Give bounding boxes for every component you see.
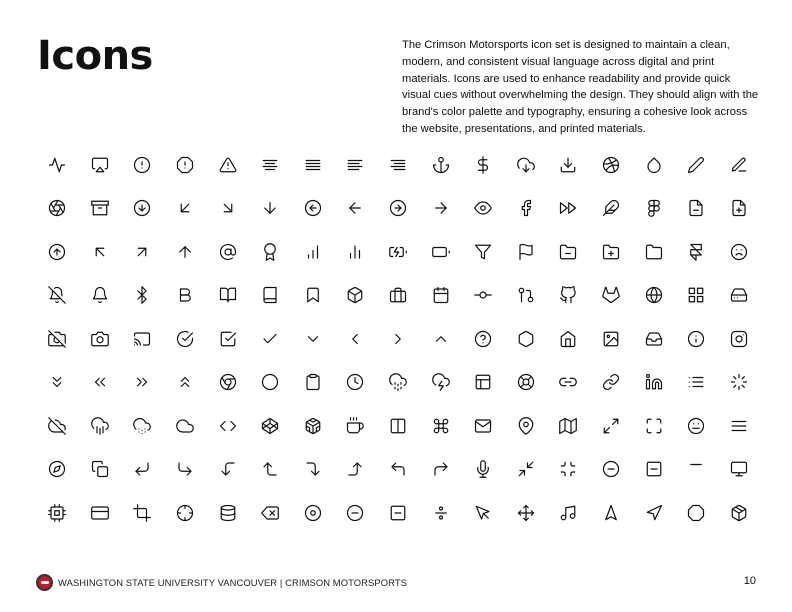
globe-icon bbox=[632, 274, 675, 318]
chevron-up-icon bbox=[419, 317, 462, 361]
meh-icon bbox=[675, 404, 718, 448]
aperture-icon bbox=[36, 187, 79, 231]
minus-circle-icon bbox=[334, 491, 377, 535]
calendar-icon bbox=[419, 274, 462, 318]
hexagon-icon bbox=[505, 317, 548, 361]
bar-chart-icon bbox=[292, 230, 335, 274]
droplet-icon bbox=[632, 143, 675, 187]
navigation-2-icon bbox=[590, 491, 633, 535]
link-icon bbox=[590, 361, 633, 405]
navigation-icon bbox=[632, 491, 675, 535]
arrow-right-circle-icon bbox=[377, 187, 420, 231]
instagram-icon bbox=[718, 317, 761, 361]
chrome-icon bbox=[206, 361, 249, 405]
git-pull-request-icon bbox=[505, 274, 548, 318]
arrow-up-left-icon bbox=[79, 230, 122, 274]
bar-chart-2-icon bbox=[334, 230, 377, 274]
alert-triangle-icon bbox=[206, 143, 249, 187]
eye-icon bbox=[462, 187, 505, 231]
feather-icon bbox=[590, 187, 633, 231]
command-icon bbox=[419, 404, 462, 448]
cloud-off-icon bbox=[36, 404, 79, 448]
box-icon bbox=[334, 274, 377, 318]
briefcase-icon bbox=[377, 274, 420, 318]
folder-minus-icon bbox=[547, 230, 590, 274]
corner-down-right-icon bbox=[164, 448, 207, 492]
edit-2-icon bbox=[675, 143, 718, 187]
move-icon bbox=[505, 491, 548, 535]
music-icon bbox=[547, 491, 590, 535]
hard-drive-icon bbox=[718, 274, 761, 318]
map-pin-icon bbox=[505, 404, 548, 448]
chevrons-up-icon bbox=[164, 361, 207, 405]
columns-icon bbox=[377, 404, 420, 448]
map-icon bbox=[547, 404, 590, 448]
arrow-down-right-icon bbox=[206, 187, 249, 231]
minus-circle-icon bbox=[590, 448, 633, 492]
figma-icon bbox=[632, 187, 675, 231]
minus-square-icon bbox=[377, 491, 420, 535]
cloud-lightning-icon bbox=[419, 361, 462, 405]
fast-forward-icon bbox=[547, 187, 590, 231]
help-circle-icon bbox=[462, 317, 505, 361]
airplay-icon bbox=[79, 143, 122, 187]
list-icon bbox=[675, 361, 718, 405]
linkedin-icon bbox=[632, 361, 675, 405]
facebook-icon bbox=[505, 187, 548, 231]
octagon-icon bbox=[675, 491, 718, 535]
arrow-down-left-icon bbox=[164, 187, 207, 231]
flag-icon bbox=[505, 230, 548, 274]
chevron-right-icon bbox=[377, 317, 420, 361]
copy-icon bbox=[79, 448, 122, 492]
cast-icon bbox=[121, 317, 164, 361]
arrow-down-icon bbox=[249, 187, 292, 231]
battery-charging-icon bbox=[377, 230, 420, 274]
icon-grid bbox=[36, 143, 760, 535]
database-icon bbox=[206, 491, 249, 535]
inbox-icon bbox=[632, 317, 675, 361]
disc-icon bbox=[292, 491, 335, 535]
chevrons-left-icon bbox=[79, 361, 122, 405]
edit-3-icon bbox=[718, 143, 761, 187]
bluetooth-icon bbox=[121, 274, 164, 318]
loader-icon bbox=[718, 361, 761, 405]
check-square-icon bbox=[206, 317, 249, 361]
minimize-2-icon bbox=[505, 448, 548, 492]
link-2-icon bbox=[547, 361, 590, 405]
arrow-up-icon bbox=[164, 230, 207, 274]
intro-paragraph: The Crimson Motorsports icon set is designed to maintain a clean, modern, and consistent visual language across digital and print materials. Icons are used to enhance readability and provide quick visual cues without overwhelming the design. They should align with the brand's color palette and typography, ensuring a cohesive look across the website, presentations, and printed materials. bbox=[402, 39, 759, 135]
archive-icon bbox=[79, 187, 122, 231]
grid-icon bbox=[675, 274, 718, 318]
mic-icon bbox=[462, 448, 505, 492]
book-open-icon bbox=[206, 274, 249, 318]
gitlab-icon bbox=[590, 274, 633, 318]
activity-icon bbox=[36, 143, 79, 187]
minus-icon bbox=[675, 448, 718, 492]
at-sign-icon bbox=[206, 230, 249, 274]
corner-left-down-icon bbox=[206, 448, 249, 492]
cloud-drizzle-icon bbox=[377, 361, 420, 405]
life-buoy-icon bbox=[505, 361, 548, 405]
corner-right-up-icon bbox=[334, 448, 377, 492]
anchor-icon bbox=[419, 143, 462, 187]
chevron-down-icon bbox=[292, 317, 335, 361]
mail-icon bbox=[462, 404, 505, 448]
arrow-down-circle-icon bbox=[121, 187, 164, 231]
arrow-up-right-icon bbox=[121, 230, 164, 274]
code-icon bbox=[206, 404, 249, 448]
divide-icon bbox=[419, 491, 462, 535]
maximize-icon bbox=[632, 404, 675, 448]
corner-left-up-icon bbox=[249, 448, 292, 492]
dribbble-icon bbox=[590, 143, 633, 187]
corner-up-right-icon bbox=[419, 448, 462, 492]
chevrons-right-icon bbox=[121, 361, 164, 405]
folder-icon bbox=[632, 230, 675, 274]
circle-icon bbox=[249, 361, 292, 405]
cloud-rain-icon bbox=[79, 404, 122, 448]
download-icon bbox=[547, 143, 590, 187]
crop-icon bbox=[121, 491, 164, 535]
delete-icon bbox=[249, 491, 292, 535]
check-icon bbox=[249, 317, 292, 361]
image-icon bbox=[590, 317, 633, 361]
arrow-right-icon bbox=[419, 187, 462, 231]
mouse-pointer-icon bbox=[462, 491, 505, 535]
info-icon bbox=[675, 317, 718, 361]
cloud-icon bbox=[164, 404, 207, 448]
alert-octagon-icon bbox=[164, 143, 207, 187]
github-icon bbox=[547, 274, 590, 318]
codesandbox-icon bbox=[292, 404, 335, 448]
chevron-left-icon bbox=[334, 317, 377, 361]
camera-icon bbox=[79, 317, 122, 361]
award-icon bbox=[249, 230, 292, 274]
corner-right-down-icon bbox=[292, 448, 335, 492]
camera-off-icon bbox=[36, 317, 79, 361]
page-number: 10 bbox=[743, 575, 756, 587]
minimize-icon bbox=[547, 448, 590, 492]
minus-square-icon bbox=[632, 448, 675, 492]
clipboard-icon bbox=[292, 361, 335, 405]
page-title: Icons bbox=[37, 33, 153, 79]
menu-icon bbox=[718, 404, 761, 448]
alert-circle-icon bbox=[121, 143, 164, 187]
credit-card-icon bbox=[79, 491, 122, 535]
align-left-icon bbox=[334, 143, 377, 187]
bold-icon bbox=[164, 274, 207, 318]
download-cloud-icon bbox=[505, 143, 548, 187]
compass-icon bbox=[36, 448, 79, 492]
chevrons-down-icon bbox=[36, 361, 79, 405]
corner-down-left-icon bbox=[121, 448, 164, 492]
layout-icon bbox=[462, 361, 505, 405]
cpu-icon bbox=[36, 491, 79, 535]
align-right-icon bbox=[377, 143, 420, 187]
cloud-snow-icon bbox=[121, 404, 164, 448]
dollar-sign-icon bbox=[462, 143, 505, 187]
crosshair-icon bbox=[164, 491, 207, 535]
check-circle-icon bbox=[164, 317, 207, 361]
arrow-left-circle-icon bbox=[292, 187, 335, 231]
file-plus-icon bbox=[718, 187, 761, 231]
book-icon bbox=[249, 274, 292, 318]
maximize-2-icon bbox=[590, 404, 633, 448]
monitor-icon bbox=[718, 448, 761, 492]
footer-text: WASHINGTON STATE UNIVERSITY VANCOUVER | CRIMSON MOTORSPORTS bbox=[58, 576, 407, 588]
codepen-icon bbox=[249, 404, 292, 448]
align-justify-icon bbox=[292, 143, 335, 187]
bell-off-icon bbox=[36, 274, 79, 318]
corner-up-left-icon bbox=[377, 448, 420, 492]
clock-icon bbox=[334, 361, 377, 405]
file-minus-icon bbox=[675, 187, 718, 231]
bookmark-icon bbox=[292, 274, 335, 318]
crimson-motorsports-logo bbox=[36, 574, 53, 591]
arrow-up-circle-icon bbox=[36, 230, 79, 274]
framer-icon bbox=[675, 230, 718, 274]
frown-icon bbox=[718, 230, 761, 274]
git-commit-icon bbox=[462, 274, 505, 318]
bell-icon bbox=[79, 274, 122, 318]
footer bbox=[36, 572, 756, 592]
arrow-left-icon bbox=[334, 187, 377, 231]
coffee-icon bbox=[334, 404, 377, 448]
home-icon bbox=[547, 317, 590, 361]
package-icon bbox=[718, 491, 761, 535]
battery-icon bbox=[419, 230, 462, 274]
filter-icon bbox=[462, 230, 505, 274]
folder-plus-icon bbox=[590, 230, 633, 274]
align-center-icon bbox=[249, 143, 292, 187]
